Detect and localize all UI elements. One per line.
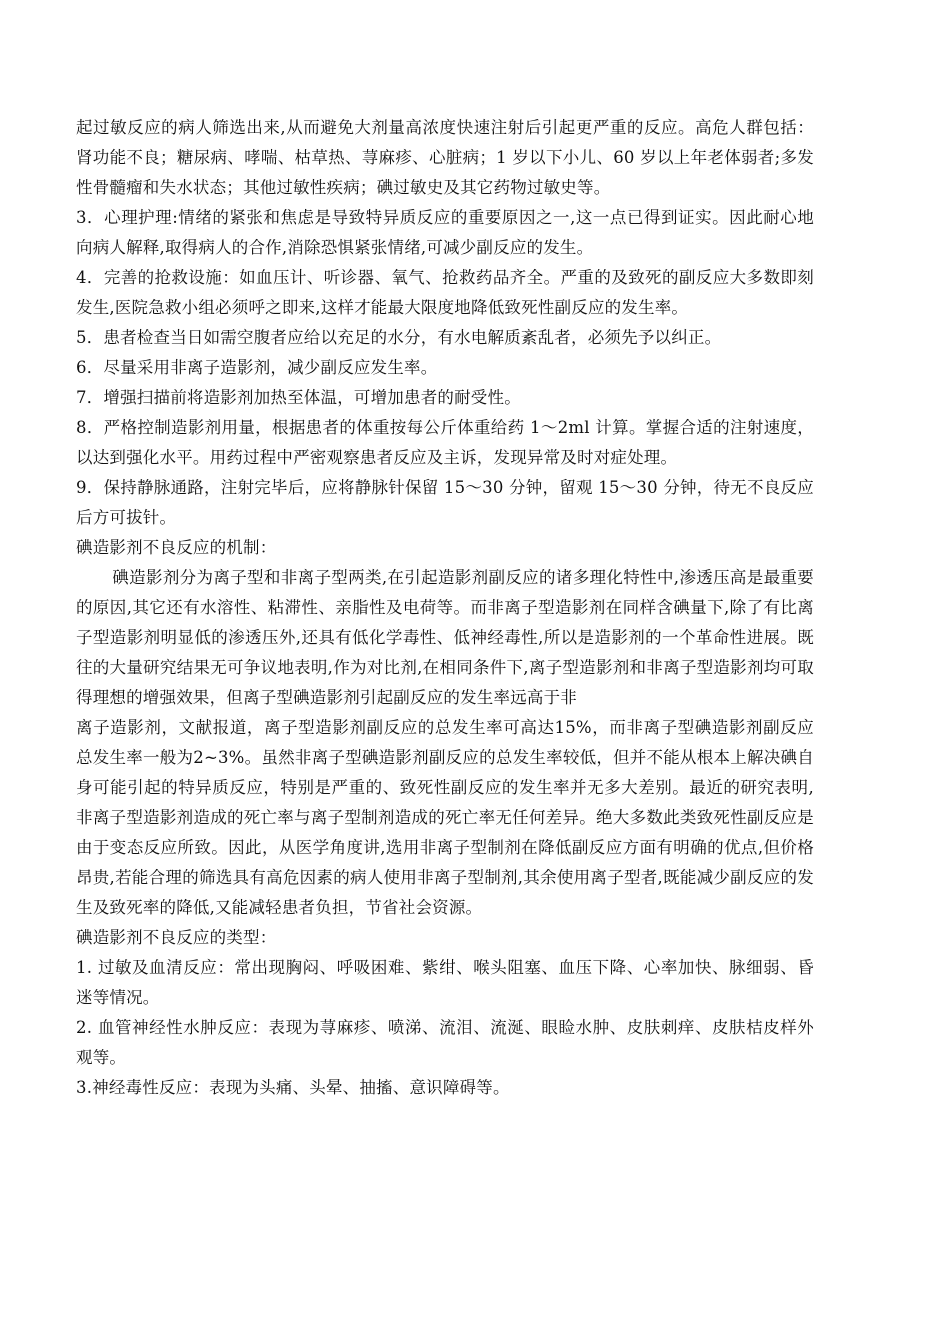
section-heading-types: 碘造影剂不良反应的类型：: [76, 928, 277, 947]
paragraph-type-1-allergic: 1. 过敏及血清反应：常出现胸闷、呼吸困难、紫绀、喉头阻塞、血压下降、心率加快、脉细弱、昏迷等情况。: [76, 958, 814, 1007]
paragraph-item-5-hydration: 5．患者检查当日如需空腹者应给以充足的水分，有水电解质紊乱者，必须先予以纠正。: [76, 328, 722, 347]
paragraph-mechanism-part-2: 离子造影剂，文献报道，离子型造影剂副反应的总发生率可高达15%，而非离子型碘造影剂副反应总发生率一般为2~3%。虽然非离子型碘造影剂副反应的总发生率较低，但并不能从根本上解决碘自身可能引起的特异质反应，特别是严重的、致死性副反应的发生率并无多大差别。最近的研究表明,非离子型造影剂造成的死亡率与离子型制剂造成的死亡率无任何差异。绝大多数此类致死性副反应是由于变态反应所致。因此，从医学角度讲,选用非离子型制剂在降低副反应方面有明确的优点,但价格昂贵,若能合理的筛选具有高危因素的病人使用非离子型制剂,其余使用离子型者,既能减少副反应的发生及致死率的降低,又能减轻患者负担，节省社会资源。: [76, 718, 814, 917]
paragraph-item-9-venous-access: 9．保持静脉通路，注射完毕后，应将静脉针保留 15～30 分钟，留观 15～30 分钟，待无不良反应后方可拔针。: [76, 478, 814, 527]
paragraph-item-7-warming: 7．增强扫描前将造影剂加热至体温，可增加患者的耐受性。: [76, 388, 521, 407]
paragraph-item-3-psychological-care: 3．心理护理:情绪的紧张和焦虑是导致特异质反应的重要原因之一,这一点已得到证实。因此耐心地向病人解释,取得病人的合作,消除恐惧紧张情绪,可减少副反应的发生。: [76, 208, 814, 257]
paragraph-mechanism-part-1: 碘造影剂分为离子型和非离子型两类,在引起造影剂副反应的诸多理化特性中,渗透压高是最重要的原因,其它还有水溶性、粘滞性、亲脂性及电荷等。而非离子型造影剂在同样含碘量下,除了有比离子型造影剂明显低的渗透压外,还具有低化学毒性、低神经毒性,所以是造影剂的一个革命性进展。既往的大量研究结果无可争议地表明,作为对比剂,在相同条件下,离子型造影剂和非离子型造影剂均可取得理想的增强效果，但离子型碘造影剂引起副反应的发生率远高于非: [76, 568, 814, 707]
paragraph-item-6-nonionic-agents: 6．尽量采用非离子造影剂，减少副反应发生率。: [76, 358, 438, 377]
paragraph-high-risk-groups: 起过敏反应的病人筛选出来,从而避免大剂量高浓度快速注射后引起更严重的反应。高危人群包括：肾功能不良；糖尿病、哮喘、枯草热、荨麻疹、心脏病；1 岁以下小儿、60 岁以上年老体弱者;多发性骨髓瘤和失水状态；其他过敏性疾病；碘过敏史及其它药物过敏史等。: [76, 118, 814, 197]
paragraph-item-4-rescue-facilities: 4．完善的抢救设施：如血压计、听诊器、氧气、抢救药品齐全。严重的及致死的副反应大多数即刻发生,医院急救小组必须呼之即来,这样才能最大限度地降低致死性副反应的发生率。: [76, 268, 814, 317]
paragraph-type-2-angioedema: 2. 血管神经性水肿反应：表现为荨麻疹、喷涕、流泪、流涎、眼睑水肿、皮肤刺痒、皮肤桔皮样外观等。: [76, 1018, 814, 1067]
document-body: [76, 113, 814, 1103]
section-heading-mechanism: 碘造影剂不良反应的机制：: [76, 538, 277, 557]
paragraph-item-8-dosage-control: 8．严格控制造影剂用量，根据患者的体重按每公斤体重给药 1～2ml 计算。掌握合适的注射速度，以达到强化水平。用药过程中严密观察患者反应及主诉，发现异常及时对症处理。: [76, 418, 814, 467]
paragraph-type-3-neurotoxic: 3.神经毒性反应：表现为头痛、头晕、抽搐、意识障碍等。: [76, 1078, 510, 1097]
